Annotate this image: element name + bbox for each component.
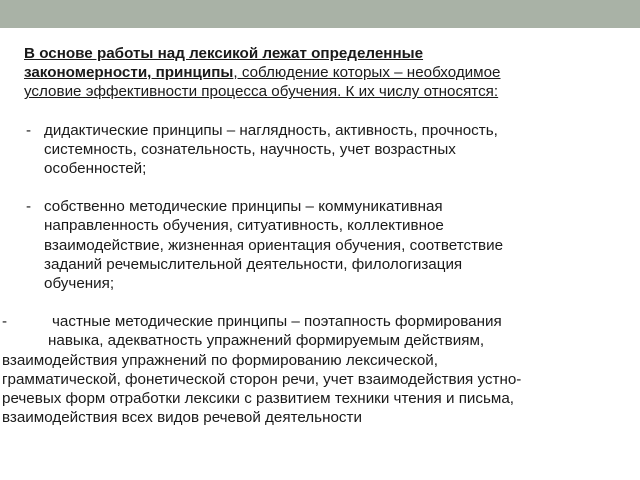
intro-paragraph	[0, 44, 534, 102]
slide-top-bar	[0, 0, 640, 28]
intro-rest-text: , соблюдение которых – необходимое условие эффективности процесса обучения. К их числу относятся:	[24, 64, 501, 101]
slide-text-body	[0, 44, 620, 427]
principles-list	[0, 121, 620, 294]
list-item-text: дидактические принципы – наглядность, активность, прочность, системность, сознательность, научность, учет возрастных особенностей;	[44, 121, 498, 178]
list-item-methodical	[0, 197, 534, 293]
particular-line-1: частные методические принципы – поэтапность формирования	[52, 313, 502, 331]
list-item-particular	[0, 312, 522, 427]
list-dash: -	[2, 313, 8, 331]
list-dash: -	[26, 198, 32, 216]
particular-line-2: навыка, адекватность упражнений формируемым действиям,	[48, 332, 485, 350]
list-item-text: собственно методические принципы – коммуникативная направленность обучения, ситуативность, коллективное взаимодействие, жизненная ориентация обучения, соответствие заданий речемыслительной деятельности, филологизация обучения;	[44, 198, 504, 293]
list-dash: -	[26, 121, 32, 139]
list-item-didactic	[0, 121, 534, 179]
intro-bold-text: В основе работы над лексикой лежат определенные закономерности, принципы	[24, 45, 424, 82]
particular-rest: взаимодействия упражнений по формированию лексической, грамматической, фонетической сторон речи, учет взаимодействия устно-речевых форм отработки лексики с развитием техники чтения и письма, взаимодействия всех видов речевой деятельности	[2, 351, 522, 427]
